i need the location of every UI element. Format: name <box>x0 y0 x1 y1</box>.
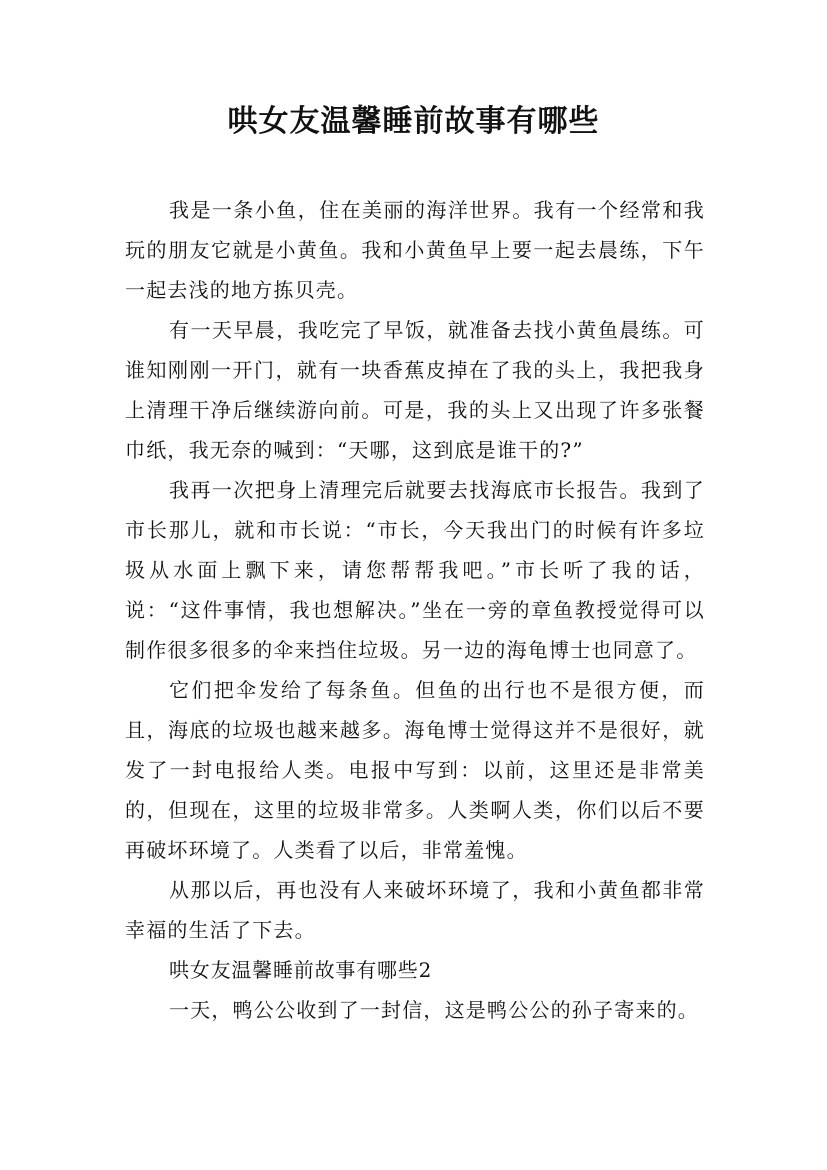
paragraph-4: 它们把伞发给了每条鱼。但鱼的出行也不是很方便，而且，海底的垃圾也越来越多。海龟博士觉得这并不是很好，就发了一封电报给人类。电报中写到：以前，这里还是非常美的，但现在，这里的垃圾非常多。人类啊人类，你们以后不要再破坏环境了。人类看了以后，非常羞愧。 <box>125 678 705 862</box>
section-subtitle: 哄女友温馨睡前故事有哪些2 <box>169 958 433 982</box>
paragraph-3: 我再一次把身上清理完后就要去找海底市长报告。我到了市长那儿，就和市长说：“市长，今天我出门的时候有许多垃圾从水面上飘下来，请您帮帮我吧。”市长听了我的话，说：“这件事情，我也想解决。”坐在一旁的章鱼教授觉得可以制作很多很多的伞来挡住垃圾。另一边的海龟博士也同意了。 <box>125 478 705 662</box>
paragraph-5: 从那以后，再也没有人来破坏环境了，我和小黄鱼都非常幸福的生活了下去。 <box>125 878 705 942</box>
document-title: 哄女友温馨睡前故事有哪些 <box>227 104 600 139</box>
paragraph-6: 一天，鸭公公收到了一封信，这是鸭公公的孙子寄来的。 <box>169 998 699 1022</box>
document-body <box>125 190 705 1030</box>
paragraph-1: 我是一条小鱼，住在美丽的海洋世界。我有一个经常和我玩的朋友它就是小黄鱼。我和小黄鱼早上要一起去晨练，下午一起去浅的地方拣贝壳。 <box>125 198 705 302</box>
paragraph-2: 有一天早晨，我吃完了早饭，就准备去找小黄鱼晨练。可谁知刚刚一开门，就有一块香蕉皮掉在了我的头上，我把我身上清理干净后继续游向前。可是，我的头上又出现了许多张餐巾纸，我无奈的喊到：“天哪，这到底是谁干的?” <box>125 318 705 462</box>
